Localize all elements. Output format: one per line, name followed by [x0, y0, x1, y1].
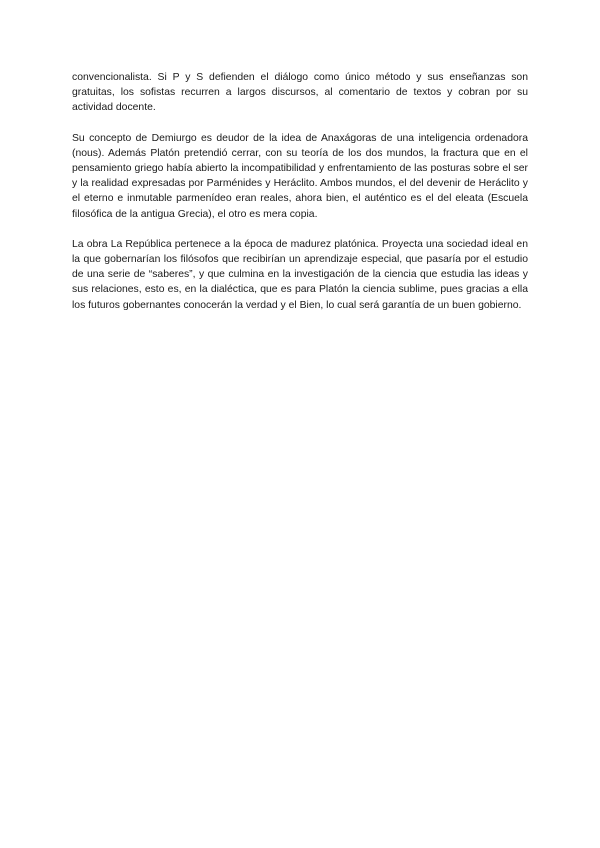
paragraph-2: Su concepto de Demiurgo es deudor de la idea de Anaxágoras de una inteligencia ordenadora (nous). Además Platón pretendió cerrar, con su teoría de los dos mundos, la fractura que en el pensamiento griego había abierto la incompatibilidad y enfrentamiento de las posturas sobre el ser y la realidad expresadas por Parménides y Heráclito. Ambos mundos, el del devenir de Heráclito y el eterno e inmutable parmenídeo eran reales, ahora bien, el auténtico es el del eleata (Escuela filosófica de la antigua Grecia), el otro es mera copia. [72, 132, 528, 220]
document-body [72, 70, 528, 328]
paragraph-1: convencionalista. Si P y S defienden el diálogo como único método y sus enseñanzas son gratuitas, los sofistas recurren a largos discursos, al comentario de textos y cobran por su actividad docente. [72, 72, 528, 114]
paragraph-3: La obra La República pertenece a la época de madurez platónica. Proyecta una sociedad ideal en la que gobernarían los filósofos que recibirían un aprendizaje especial, que pasaría por el estudio de una serie de “saberes”, y que culmina en la investigación de la ciencia que estudia las ideas y sus relaciones, esto es, en la dialéctica, que es para Platón la ciencia sublime, pues gracias a ella los futuros gobernantes conocerán la verdad y el Bien, lo cual será garantía de un buen gobierno. [72, 238, 528, 311]
